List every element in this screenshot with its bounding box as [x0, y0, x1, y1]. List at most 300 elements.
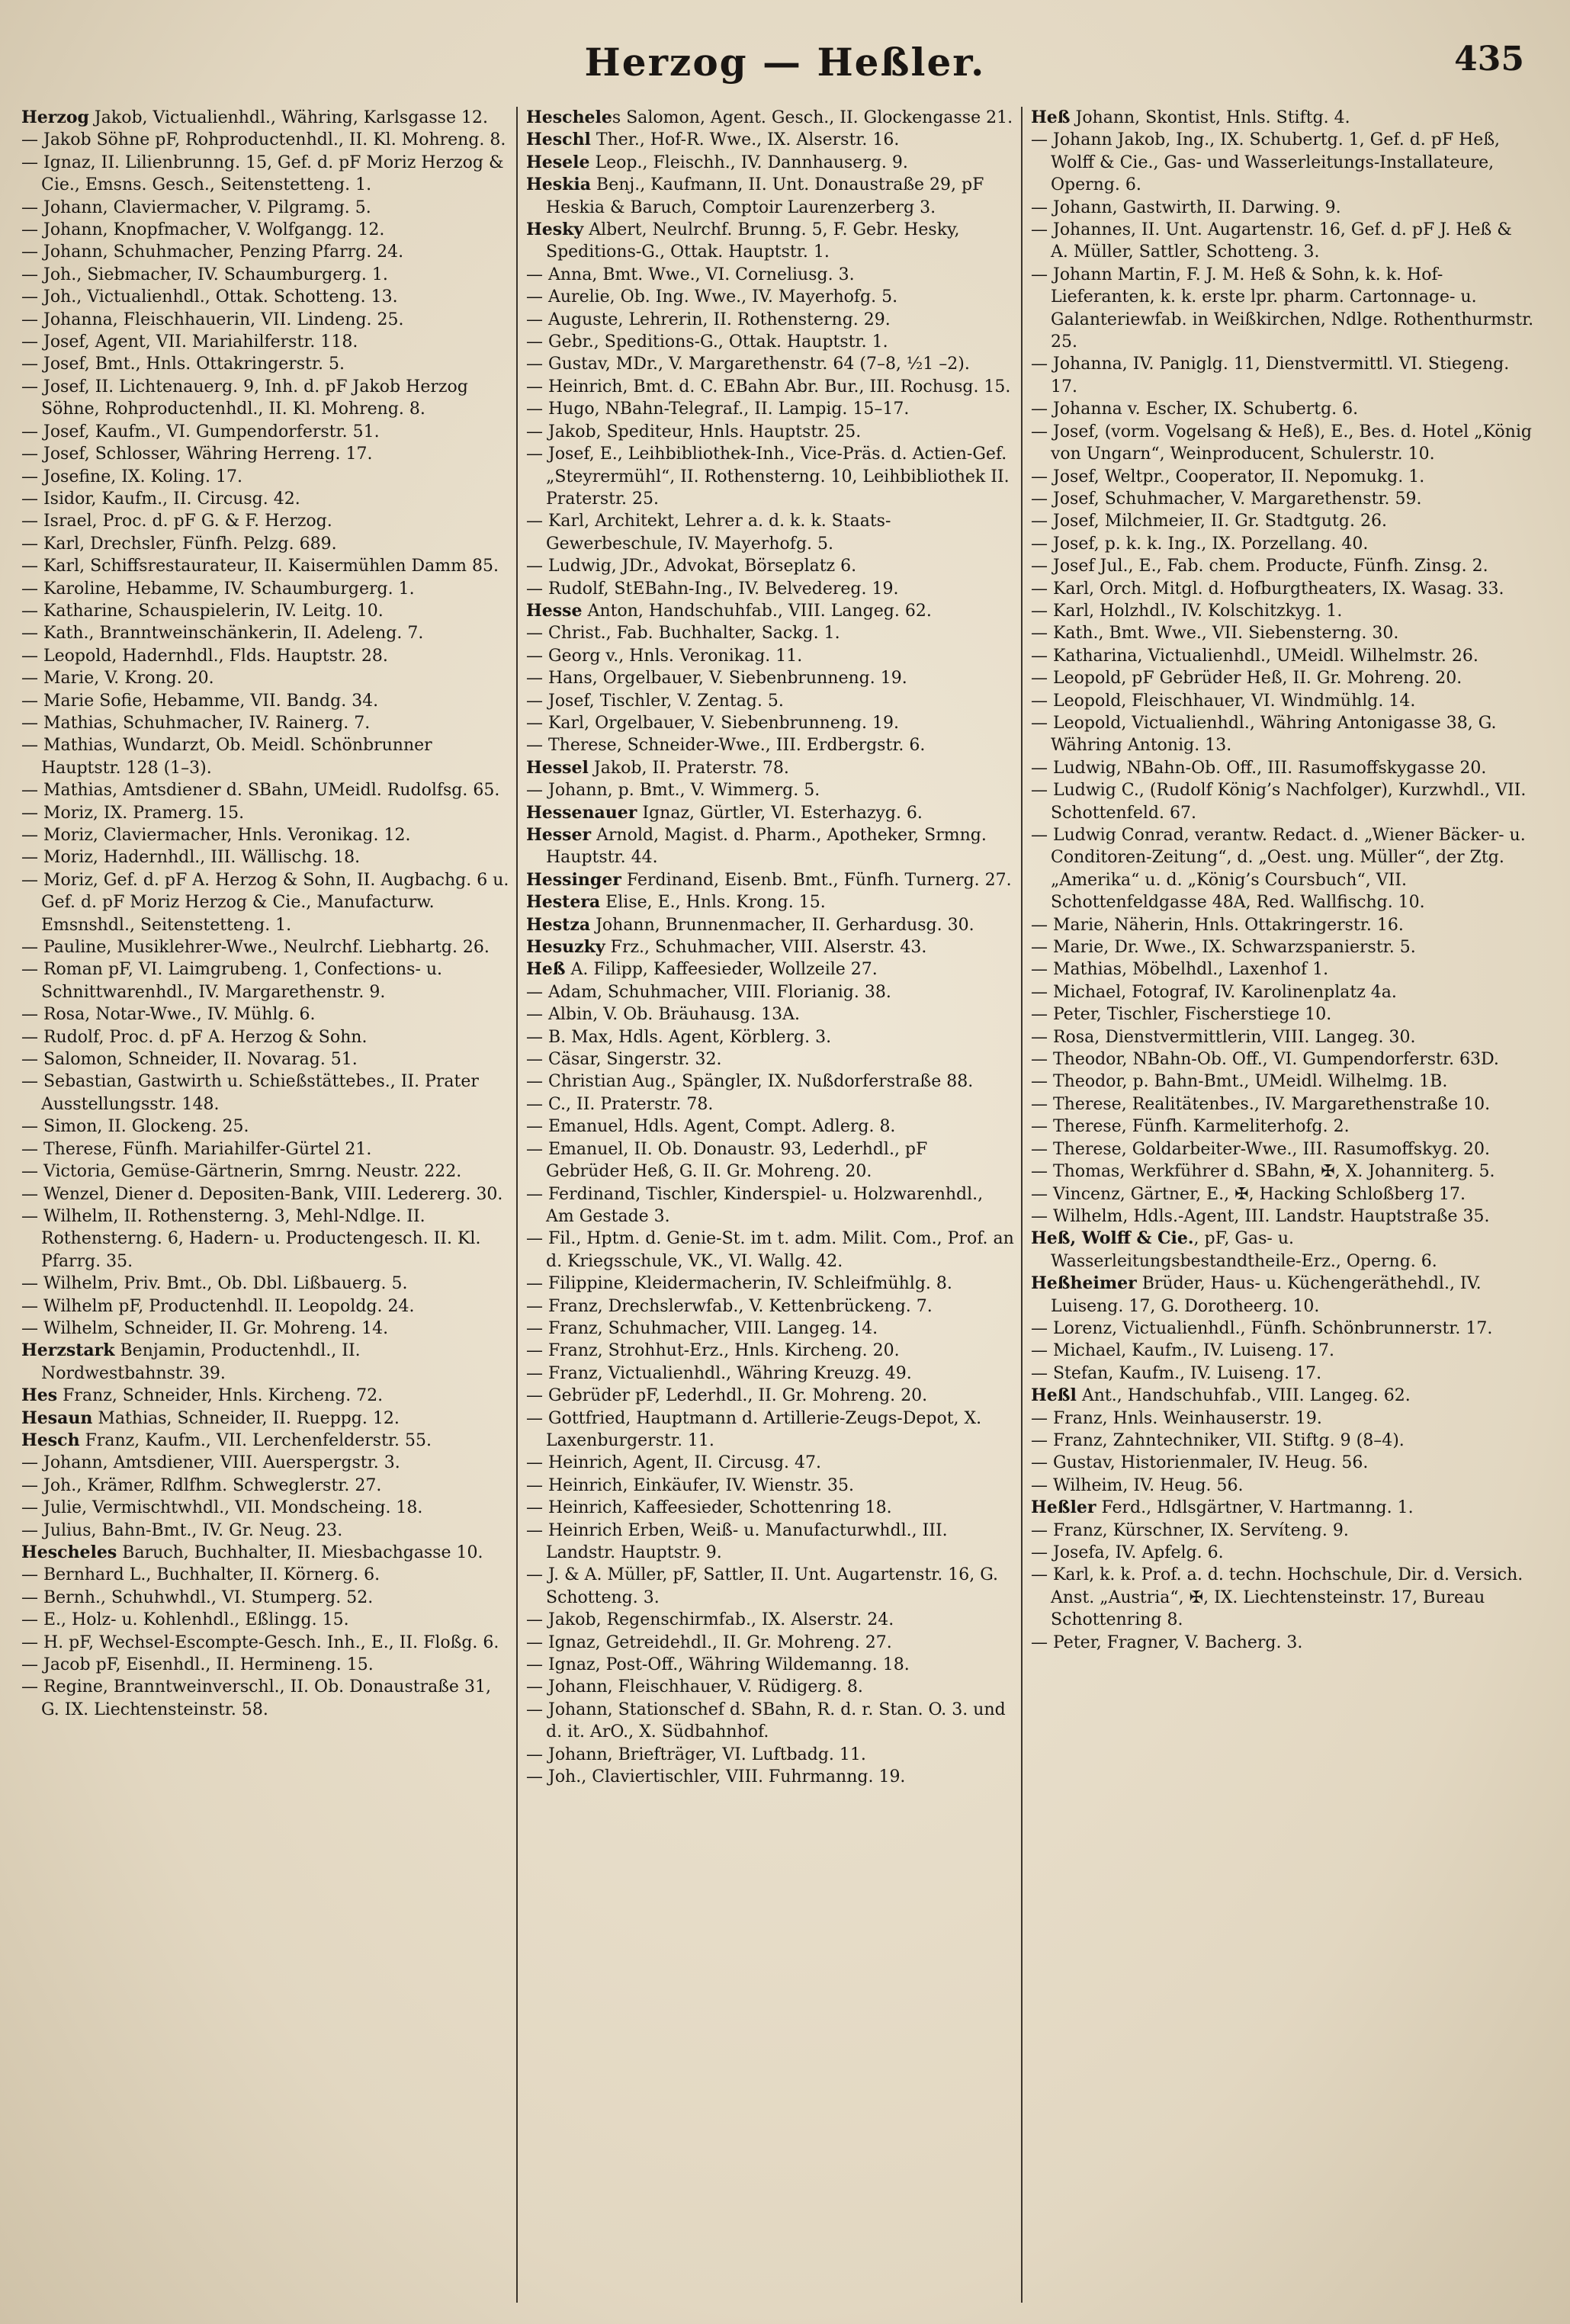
- entry-text: — Cäsar, Singerstr. 32.: [526, 1050, 722, 1070]
- entry-text: A. Filipp, Kaffeesieder, Wollzeile 27.: [565, 960, 878, 980]
- entry-text: — Aurelie, Ob. Ing. Wwe., IV. Mayerhofg. 5.: [526, 287, 898, 307]
- entry-text: — Johann, Schuhmacher, Penzing Pfarrg. 24.: [21, 242, 404, 262]
- entry-text: — Julie, Vermischtwhdl., VII. Mondscheing. 18.: [21, 1498, 423, 1518]
- entry-text: — Moriz, Hadernhdl., III. Wällischg. 18.: [21, 848, 361, 868]
- directory-entry: [21, 353, 509, 375]
- directory-entry: [1031, 1273, 1534, 1318]
- directory-entry: [526, 1654, 1014, 1676]
- directory-entry: [526, 936, 1014, 958]
- entry-text: — Joh., Krämer, Rdlfhm. Schweglerstr. 27.: [21, 1475, 382, 1495]
- entry-text: Ferd., Hdlsgärtner, V. Hartmanng. 1.: [1096, 1498, 1414, 1518]
- entry-surname: Heß: [526, 959, 566, 980]
- directory-entry: [21, 712, 509, 734]
- directory-entry: [526, 1475, 1014, 1497]
- directory-entry: [21, 241, 509, 263]
- entry-text: — Simon, II. Glockeng. 25.: [21, 1117, 249, 1137]
- entry-text: — Regine, Branntweinverschl., II. Ob. Donaustraße 31, G. IX. Liechtensteinstr. 58.: [21, 1677, 496, 1719]
- entry-text: — Leopold, pF Gebrüder Heß, II. Gr. Mohreng. 20.: [1031, 669, 1462, 689]
- directory-entry: [526, 1363, 1014, 1385]
- directory-entry: [1031, 264, 1539, 354]
- entry-text: — Johann, Amtsdiener, VIII. Auerspergstr. 3.: [21, 1453, 400, 1473]
- entry-text: — Johann, Claviermacher, V. Pilgramg. 5.: [21, 197, 371, 217]
- entry-text: — Therese, Fünfh. Karmeliterhofg. 2.: [1031, 1117, 1350, 1137]
- directory-entry: [21, 510, 509, 532]
- entry-text: — Ferdinand, Tischler, Kinderspiel- u. Holzwarenhdl., Am Gestade 3.: [526, 1184, 989, 1226]
- entry-text: — Josef, Milchmeier, II. Gr. Stadtgutg. 26.: [1031, 512, 1387, 531]
- directory-entry: [1031, 129, 1534, 196]
- directory-entry: [21, 1632, 509, 1654]
- column-1: [21, 107, 515, 2303]
- directory-entry: [1031, 981, 1534, 1003]
- directory-entry: [21, 1003, 509, 1026]
- directory-entry: [526, 331, 1014, 353]
- entry-text: — Johann, Stationschef d. SBahn, R. d. r. Stan. O. 3. und d. it. ArO., X. Südbahnhof.: [526, 1700, 1011, 1742]
- entry-text: — Jacob pF, Eisenhdl., II. Hermineng. 15.: [21, 1655, 374, 1675]
- directory-entry: [21, 488, 509, 510]
- entry-text: — Karl, k. k. Prof. a. d. techn. Hochschule, Dir. d. Versich. Anst. „Austria“, ✠, IX. Liechtensteinstr. 17, Bureau Schottenring 8.: [1031, 1565, 1529, 1630]
- directory-entry: [1031, 1003, 1534, 1026]
- directory-entry: [526, 309, 1014, 331]
- entry-surname: Hessenauer: [526, 802, 637, 823]
- entry-surname: Heskia: [526, 175, 592, 195]
- directory-entry: [526, 510, 1014, 555]
- directory-entry: [1031, 1228, 1534, 1273]
- directory-entry: [21, 600, 509, 622]
- entry-text: — C., II. Praterstr. 78.: [526, 1094, 714, 1114]
- directory-entry: [21, 107, 509, 129]
- entry-text: — Karl, Architekt, Lehrer a. d. k. k. Staats-Gewerbeschule, IV. Mayerhofg. 5.: [526, 512, 891, 554]
- directory-entry: [526, 555, 1014, 577]
- entry-text: — Vincenz, Gärtner, E., ✠, Hacking Schloßberg 17.: [1031, 1184, 1466, 1204]
- directory-entry: [526, 1026, 1014, 1048]
- entry-text: — Gebr., Speditions-G., Ottak. Hauptstr. 1.: [526, 332, 888, 352]
- entry-text: — Stefan, Kaufm., IV. Luiseng. 17.: [1031, 1363, 1322, 1383]
- directory-entry: [21, 264, 509, 286]
- entry-text: — Fil., Hptm. d. Genie-St. im t. adm. Milit. Com., Prof. an d. Kriegsschule, VK., VI. Wallg. 42.: [526, 1229, 1019, 1271]
- directory-entry: [21, 802, 509, 824]
- directory-entry: [21, 1385, 509, 1407]
- directory-entry: [1031, 533, 1534, 555]
- directory-entry: [21, 1542, 509, 1564]
- entry-text: — Ludwig, JDr., Advokat, Börseplatz 6.: [526, 557, 857, 576]
- directory-entry: [21, 197, 509, 219]
- entry-text: — Moriz, IX. Pramerg. 15.: [21, 803, 245, 823]
- directory-entry: [21, 466, 509, 488]
- entry-text: — Karoline, Hebamme, IV. Schaumburgerg. 1.: [21, 579, 415, 599]
- entry-text: — Therese, Fünfh. Mariahilfer-Gürtel 21.: [21, 1139, 372, 1159]
- directory-entry: [526, 1744, 1014, 1766]
- entry-text: — Filippine, Kleidermacherin, IV. Schleifmühlg. 8.: [526, 1274, 952, 1294]
- directory-entry: [21, 1587, 509, 1609]
- entry-text: — Mathias, Schuhmacher, IV. Rainerg. 7.: [21, 713, 371, 733]
- directory-entry: [526, 443, 1014, 510]
- entry-text: Benj., Kaufmann, II. Unt. Donaustraße 29, pF Heskia & Baruch, Comptoir Laurenzerberg 3.: [546, 175, 990, 217]
- directory-entry: [1031, 1093, 1534, 1115]
- entry-text: — Johanna v. Escher, IX. Schubertg. 6.: [1031, 400, 1359, 419]
- entry-text: — Bernh., Schuhwhdl., VI. Stumperg. 52.: [21, 1587, 374, 1607]
- directory-entry: [526, 958, 1014, 981]
- directory-entry: [526, 398, 1014, 420]
- directory-entry: [526, 1340, 1014, 1362]
- entry-text: — Georg v., Hnls. Veronikag. 11.: [526, 646, 803, 666]
- entry-text: — Pauline, Musiklehrer-Wwe., Neulrchf. Liebhartg. 26.: [21, 938, 490, 958]
- entry-text: — H. pF, Wechsel-Escompte-Gesch. Inh., E., II. Floßg. 6.: [21, 1632, 499, 1652]
- entry-surname: Hes: [21, 1385, 58, 1406]
- entry-text: — Michael, Fotograf, IV. Karolinenplatz 4a.: [1031, 982, 1397, 1002]
- entry-text: — Josef, Bmt., Hnls. Ottakringerstr. 5.: [21, 355, 345, 374]
- entry-text: — Rosa, Notar-Wwe., IV. Mühlg. 6.: [21, 1005, 316, 1025]
- directory-entry: [526, 600, 1014, 622]
- entry-surname: Hescheles: [21, 1542, 117, 1562]
- entry-surname: Hesky: [526, 220, 584, 240]
- entry-text: — Josef, E., Leihbibliothek-Inh., Vice-Präs. d. Actien-Gef. „Steyrermühl“, II. Rothensterng. 10, Leihbibliothek II. Praterstr. 25.: [526, 445, 1015, 509]
- entry-text: — Leopold, Victualienhdl., Währing Antonigasse 38, G. Währing Antonig. 13.: [1031, 713, 1502, 756]
- directory-entry: [1031, 466, 1534, 488]
- entry-text: — Heinrich, Agent, II. Circusg. 47.: [526, 1453, 822, 1473]
- entry-text: — Leopold, Fleischhauer, VI. Windmühlg. 14.: [1031, 691, 1416, 711]
- entry-text: — Joh., Siebmacher, IV. Schaumburgerg. 1.: [21, 265, 388, 284]
- directory-entry: [21, 309, 509, 331]
- entry-text: — Heinrich, Einkäufer, IV. Wienstr. 35.: [526, 1475, 854, 1495]
- directory-entry: [526, 1766, 1014, 1788]
- directory-entry: [1031, 1026, 1534, 1048]
- directory-entry: [21, 1452, 509, 1474]
- entry-text: — Salomon, Schneider, II. Novarag. 51.: [21, 1050, 358, 1070]
- directory-entry: [1031, 1408, 1534, 1430]
- entry-text: — Karl, Orgelbauer, V. Siebenbrunneng. 19.: [526, 713, 900, 733]
- directory-entry: [21, 1205, 509, 1273]
- entry-text: — Mathias, Amtsdiener d. SBahn, UMeidl. Rudolfsg. 65.: [21, 781, 500, 801]
- directory-entry: [526, 353, 1014, 375]
- directory-entry: [21, 824, 509, 846]
- entry-text: — Anna, Bmt. Wwe., VI. Corneliusg. 3.: [526, 265, 855, 284]
- directory-entry: [1031, 1115, 1534, 1138]
- entry-surname: Hesch: [21, 1430, 80, 1450]
- entry-text: — Mathias, Wundarzt, Ob. Meidl. Schönbrunner Hauptstr. 128 (1–3).: [21, 736, 438, 778]
- directory-entry: [526, 1385, 1014, 1407]
- directory-entry: [526, 1115, 1014, 1138]
- directory-entry: [21, 1273, 509, 1295]
- entry-text: — Johanna, Fleischhauerin, VII. Lindeng. 25.: [21, 310, 404, 329]
- entry-surname: Hesele: [526, 152, 590, 172]
- directory-entry: [526, 1183, 1014, 1228]
- entry-surname: Heß, Wolff & Cie.: [1031, 1228, 1194, 1249]
- entry-surname: Hesaun: [21, 1408, 93, 1428]
- entry-text: — Julius, Bahn-Bmt., IV. Gr. Neug. 23.: [21, 1520, 343, 1540]
- entry-text: — Leopold, Hadernhdl., Flds. Hauptstr. 28.: [21, 646, 388, 666]
- entry-surname: Hestera: [526, 892, 601, 913]
- entry-text: — Karl, Orch. Mitgl. d. Hofburgtheaters, IX. Wasag. 33.: [1031, 579, 1504, 599]
- entry-text: — Sebastian, Gastwirth u. Schießstättebes., II. Prater Ausstellungsstr. 148.: [21, 1072, 484, 1114]
- directory-entry: [21, 667, 509, 689]
- entry-text: — Wilhelm, Hdls.-Agent, III. Landstr. Hauptstraße 35.: [1031, 1206, 1490, 1226]
- directory-entry: [1031, 197, 1534, 219]
- directory-entry: [526, 219, 1014, 264]
- directory-entry: [21, 1676, 509, 1721]
- directory-entry: [526, 1071, 1014, 1093]
- directory-entry: [526, 1003, 1014, 1026]
- directory-entry: [21, 421, 509, 443]
- directory-entry: [21, 219, 509, 241]
- directory-entry: [21, 1564, 509, 1586]
- column-divider: [516, 107, 518, 2303]
- directory-entry: [21, 1318, 509, 1340]
- directory-entry: [21, 958, 509, 1003]
- entry-text: — Franz, Zahntechniker, VII. Stiftg. 9 (8–4).: [1031, 1430, 1405, 1450]
- entry-text: — Josef, Schuhmacher, V. Margarethenstr. 59.: [1031, 489, 1422, 509]
- entry-text: Johann, Skontist, Hnls. Stiftg. 4.: [1070, 108, 1350, 127]
- entry-text: — Franz, Victualienhdl., Währing Kreuzg. 49.: [526, 1363, 912, 1383]
- directory-entry: [526, 1048, 1014, 1071]
- entry-text: Ferdinand, Eisenb. Bmt., Fünfh. Turnerg. 27.: [621, 870, 1012, 890]
- entry-text: — Jakob, Spediteur, Hnls. Hauptstr. 25.: [526, 422, 862, 441]
- directory-entry: [1031, 1497, 1534, 1519]
- directory-entry: [1031, 510, 1534, 532]
- directory-entry: [1031, 1205, 1534, 1228]
- entry-text: Anton, Handschuhfab., VIII. Langeg. 62.: [582, 601, 932, 621]
- entry-text: — Johann, Gastwirth, II. Darwing. 9.: [1031, 197, 1341, 217]
- entry-text: Baruch, Buchhalter, II. Miesbachgasse 10.: [117, 1543, 483, 1562]
- directory-entry: [526, 824, 1014, 869]
- column-3: [1031, 107, 1539, 2303]
- directory-entry: [526, 421, 1014, 443]
- entry-text: — Hugo, NBahn-Telegraf., II. Lampig. 15–17.: [526, 400, 910, 419]
- entry-text: — Lorenz, Victualienhdl., Fünfh. Schönbrunnerstr. 17.: [1031, 1318, 1493, 1338]
- entry-text: — Michael, Kaufm., IV. Luiseng. 17.: [1031, 1341, 1334, 1361]
- directory-entry: [1031, 667, 1534, 689]
- directory-entry: [21, 779, 509, 801]
- directory-entry: [1031, 1071, 1534, 1093]
- directory-entry: [526, 1609, 1014, 1631]
- entry-text: — Emanuel, II. Ob. Donaustr. 93, Lederhdl., pF Gebrüder Heß, G. II. Gr. Mohreng. 20.: [526, 1139, 933, 1182]
- entry-text: — Wilhelm, Schneider, II. Gr. Mohreng. 14.: [21, 1318, 389, 1338]
- entry-surname: Herzog: [21, 108, 89, 127]
- entry-text: — Gustav, Historienmaler, IV. Heug. 56.: [1031, 1453, 1369, 1473]
- directory-entry: [526, 286, 1014, 308]
- entry-text: — Moriz, Claviermacher, Hnls. Veronikag. 12.: [21, 826, 411, 845]
- directory-entry: [21, 129, 509, 151]
- directory-entry: [21, 690, 509, 712]
- entry-text: Jakob, II. Praterstr. 78.: [588, 758, 789, 778]
- entry-text: — Heinrich, Kaffeesieder, Schottenring 18.: [526, 1498, 892, 1518]
- entry-text: Brüder, Haus- u. Küchengeräthehdl., IV. Luiseng. 17, G. Dorotheerg. 10.: [1051, 1274, 1487, 1316]
- directory-entry: [526, 802, 1014, 824]
- entry-text: Johann, Brunnenmacher, II. Gerhardusg. 30.: [590, 915, 974, 935]
- directory-entry: [21, 152, 509, 197]
- entry-text: — Wilhelm, Priv. Bmt., Ob. Dbl. Lißbauerg. 5.: [21, 1274, 408, 1294]
- entry-text: — Wenzel, Diener d. Depositen-Bank, VIII. Ledererg. 30.: [21, 1184, 503, 1204]
- entry-text: Leop., Fleischh., IV. Dannhauserg. 9.: [589, 152, 908, 172]
- entry-text: — Johann, p. Bmt., V. Wimmerg. 5.: [526, 781, 820, 801]
- directory-entry: [1031, 219, 1534, 264]
- entry-surname: Hesser: [526, 825, 592, 845]
- entry-surname: Heschl: [526, 130, 591, 150]
- entry-text: — Johann, Fleischhauer, V. Rüdigerg. 8.: [526, 1677, 863, 1697]
- directory-entry: [526, 376, 1014, 398]
- entry-text: — Albin, V. Ob. Bräuhausg. 13A.: [526, 1005, 800, 1025]
- directory-entry: [1031, 1632, 1534, 1654]
- directory-entry: [21, 1115, 509, 1138]
- entry-text: — Franz, Hnls. Weinhauserstr. 19.: [1031, 1408, 1322, 1428]
- entry-surname: Herzstark: [21, 1340, 115, 1361]
- entry-text: — Karl, Drechsler, Fünfh. Pelzg. 689.: [21, 534, 337, 554]
- entry-text: Frz., Schuhmacher, VIII. Alserstr. 43.: [605, 938, 927, 958]
- directory-entry: [1031, 1318, 1534, 1340]
- entry-text: — Josefa, IV. Apfelg. 6.: [1031, 1543, 1224, 1562]
- entry-text: — Therese, Realitätenbes., IV. Margarethenstraße 10.: [1031, 1094, 1491, 1114]
- entry-text: — Bernhard L., Buchhalter, II. Körnerg. 6.: [21, 1565, 380, 1585]
- directory-entry: [1031, 645, 1534, 667]
- entry-text: — Christian Aug., Spängler, IX. Nußdorferstraße 88.: [526, 1072, 974, 1092]
- entry-text: — Moriz, Gef. d. pF A. Herzog & Sohn, II. Augbachg. 6 u. Gef. d. pF Moriz Herzog & Cie., Manufacturw. Emsnshdl., Seitenstetteng. 1.: [21, 870, 515, 935]
- entry-text: — Josef, Schlosser, Währing Herreng. 17.: [21, 445, 373, 464]
- entry-surname: Hesuzky: [526, 937, 605, 958]
- directory-entry: [526, 779, 1014, 801]
- directory-entry: [1031, 1340, 1534, 1362]
- directory-entry: [526, 981, 1014, 1003]
- entry-text: Albert, Neulrchf. Brunng. 5, F. Gebr. Hesky, Speditions-G., Ottak. Hauptstr. 1.: [546, 220, 965, 262]
- directory-entry: [1031, 622, 1534, 644]
- page-title: Herzog — Heßler.: [584, 40, 986, 85]
- entry-text: — Katharina, Victualienhdl., UMeidl. Wilhelmstr. 26.: [1031, 646, 1478, 666]
- entry-text: — Christ., Fab. Buchhalter, Sackg. 1.: [526, 624, 840, 644]
- entry-text: — Joh., Victualienhdl., Ottak. Schotteng. 13.: [21, 287, 398, 307]
- directory-entry: [1031, 1475, 1534, 1497]
- entry-text: — Victoria, Gemüse-Gärtnerin, Smrng. Neustr. 222.: [21, 1162, 462, 1182]
- directory-entry: [526, 1273, 1014, 1295]
- directory-entry: [526, 891, 1014, 913]
- directory-entry: [526, 1676, 1014, 1698]
- directory-entry: [526, 1295, 1014, 1318]
- entry-text: — Gustav, MDr., V. Margarethenstr. 64 (7–8, ½1 –2).: [526, 355, 970, 374]
- directory-entry: [526, 1699, 1014, 1744]
- directory-entry: [526, 174, 1014, 219]
- entry-text: — Johanna, IV. Paniglg. 11, Dienstvermittl. VI. Stiegeng. 17.: [1031, 355, 1515, 396]
- directory-entry: [526, 1228, 1019, 1273]
- directory-entry: [526, 1138, 1014, 1183]
- directory-entry: [1031, 578, 1534, 600]
- directory-entry: [1031, 398, 1534, 420]
- directory-entry: [526, 914, 1014, 936]
- entry-text: — Therese, Schneider-Wwe., III. Erdbergstr. 6.: [526, 736, 926, 756]
- directory-entry: [526, 1318, 1014, 1340]
- directory-entry: [21, 1475, 509, 1497]
- entry-text: Mathias, Schneider, II. Rueppg. 12.: [92, 1408, 400, 1428]
- entry-text: — Thomas, Werkführer d. SBahn, ✠, X. Johanniterg. 5.: [1031, 1162, 1495, 1182]
- directory-entry: [21, 734, 509, 779]
- entry-text: — Franz, Kürschner, IX. Servíteng. 9.: [1031, 1520, 1349, 1540]
- directory-entry: [526, 645, 1014, 667]
- entry-text: — Rudolf, Proc. d. pF A. Herzog & Sohn.: [21, 1027, 368, 1047]
- column-divider: [1021, 107, 1023, 2303]
- directory-entry: [526, 757, 1014, 779]
- entry-text: — Josef Jul., E., Fab. chem. Producte, Fünfh. Zinsg. 2.: [1031, 557, 1488, 576]
- entry-text: — Franz, Strohhut-Erz., Hnls. Kircheng. 20.: [526, 1341, 900, 1361]
- entry-surname: Heßheimer: [1031, 1273, 1137, 1294]
- entry-surname: Hestza: [526, 914, 591, 935]
- directory-entry: [526, 1093, 1014, 1115]
- directory-entry: [21, 1160, 509, 1183]
- entry-text: — Ludwig, NBahn-Ob. Off., III. Rasumoffskygasse 20.: [1031, 758, 1487, 778]
- directory-entry: [21, 645, 509, 667]
- directory-entry: [1031, 958, 1534, 981]
- directory-entry: [1031, 555, 1534, 577]
- directory-entry: [1031, 107, 1534, 129]
- directory-entry: [1031, 936, 1534, 958]
- entry-text: — Heinrich Erben, Weiß- u. Manufacturwhdl., III. Landstr. Hauptstr. 9.: [526, 1520, 953, 1562]
- entry-text: — Isidor, Kaufm., II. Circusg. 42.: [21, 489, 300, 509]
- entry-text: Franz, Kaufm., VII. Lerchenfelderstr. 55.: [79, 1430, 432, 1450]
- entry-text: — Josef, Agent, VII. Mariahilferstr. 118.: [21, 332, 358, 352]
- entry-text: — Heinrich, Bmt. d. C. EBahn Abr. Bur., III. Rochusg. 15.: [526, 377, 1011, 396]
- directory-entry: [1031, 488, 1534, 510]
- directory-entry: [1031, 1048, 1534, 1071]
- entry-text: — Johann Martin, F. J. M. Heß & Sohn, k. k. Hof-Lieferanten, k. k. erste lpr. pharm. Cartonnage- u. Galanteriewfab. in Weißkirchen, Ndlge. Rothenthurmstr. 25.: [1031, 265, 1539, 352]
- directory-entry: [21, 936, 509, 958]
- entry-text: Elise, E., Hnls. Krong. 15.: [600, 893, 826, 913]
- entry-text: — Wilheim, IV. Heug. 56.: [1031, 1475, 1244, 1495]
- directory-entry: [1031, 1564, 1534, 1631]
- entry-text: — Josef, Weltpr., Cooperator, II. Nepomukg. 1.: [1031, 467, 1425, 486]
- entry-text: — Ignaz, Getreidehdl., II. Gr. Mohreng. 27.: [526, 1632, 892, 1652]
- directory-entry: [1031, 1363, 1534, 1385]
- entry-text: Benjamin, Productenhdl., II. Nordwestbahnstr. 39.: [41, 1341, 366, 1383]
- entry-text: — Kath., Branntweinschänkerin, II. Adeleng. 7.: [21, 624, 424, 644]
- entry-text: — Therese, Goldarbeiter-Wwe., III. Rasumoffskyg. 20.: [1031, 1139, 1490, 1159]
- directory-entry: [21, 1497, 509, 1519]
- entry-text: — Marie, Dr. Wwe., IX. Schwarzspanierstr. 5.: [1031, 938, 1416, 958]
- entry-text: — Theodor, p. Bahn-Bmt., UMeidl. Wilhelmg. 1B.: [1031, 1072, 1448, 1092]
- entry-text: — Wilhelm, II. Rothensterng. 3, Mehl-Ndlge. II. Rothensterng. 6, Hadern- u. Productengesch. II. Kl. Pfarrg. 35.: [21, 1206, 486, 1271]
- entry-text: — Josef, p. k. k. Ing., IX. Porzellang. 40.: [1031, 534, 1369, 554]
- entry-surname: Heß: [1031, 108, 1071, 127]
- directory-entry: [526, 622, 1014, 644]
- entry-text: — Emanuel, Hdls. Agent, Compt. Adlerg. 8.: [526, 1117, 896, 1137]
- entry-text: — Karl, Schiffsrestaurateur, II. Kaisermühlen Damm 85.: [21, 557, 499, 576]
- directory-entry: [21, 1520, 509, 1542]
- directory-entry: [21, 1138, 509, 1160]
- entry-text: — Ignaz, II. Lilienbrunng. 15, Gef. d. pF Moriz Herzog & Cie., Emsns. Gesch., Seitenstetteng. 1.: [21, 152, 509, 195]
- entry-text: Jakob, Victualienhdl., Währing, Karlsgasse 12.: [88, 108, 488, 127]
- directory-entry: [21, 846, 509, 868]
- directory-entry: [526, 264, 1014, 286]
- directory-entry: [1031, 1542, 1534, 1564]
- entry-text: , pF, Gas- u. Wasserleitungsbestandtheile-Erz., Operng. 6.: [1051, 1229, 1437, 1271]
- directory-entry: [1031, 757, 1534, 779]
- entry-text: — Gebrüder pF, Lederhdl., II. Gr. Mohreng. 20.: [526, 1386, 928, 1406]
- directory-entry: [526, 107, 1014, 129]
- entry-text: — Marie, V. Krong. 20.: [21, 669, 214, 689]
- entry-text: — Marie Sofie, Hebamme, VII. Bandg. 34.: [21, 691, 379, 711]
- directory-entry: [526, 869, 1014, 891]
- directory-entry: [1031, 1385, 1534, 1407]
- directory-entry: [526, 578, 1014, 600]
- entry-text: — J. & A. Müller, pF, Sattler, II. Unt. Augartenstr. 16, G. Schotteng. 3.: [526, 1565, 1004, 1607]
- entry-text: — Johann Jakob, Ing., IX. Schubertg. 1, Gef. d. pF Heß, Wolff & Cie., Gas- und Wasserleitungs-Installateure, Operng. 6.: [1031, 130, 1506, 195]
- directory-entry: [1031, 1452, 1534, 1474]
- directory-entry: [526, 152, 1014, 174]
- directory-entry: [21, 1183, 509, 1205]
- directory-entry: [21, 869, 515, 936]
- entry-text: — Ludwig Conrad, verantw. Redact. d. „Wiener Bäcker- u. Conditoren-Zeitung“, d. „Oest. ung. Müller“, der Ztg. „Amerika“ u. d. „König’s Coursbuch“, VII. Schottenfeldgasse 48A, Red. Wallfischg. 10.: [1031, 826, 1531, 913]
- entry-text: — Wilhelm pF, Productenhdl. II. Leopoldg. 24.: [21, 1296, 415, 1316]
- directory-entry: [1031, 712, 1534, 757]
- directory-entry: [21, 1026, 509, 1048]
- directory-entry: [21, 1609, 509, 1631]
- entry-text: — Peter, Tischler, Fischerstiege 10.: [1031, 1005, 1332, 1025]
- entry-surname: Heschele: [526, 108, 612, 127]
- directory-entry: [21, 555, 509, 577]
